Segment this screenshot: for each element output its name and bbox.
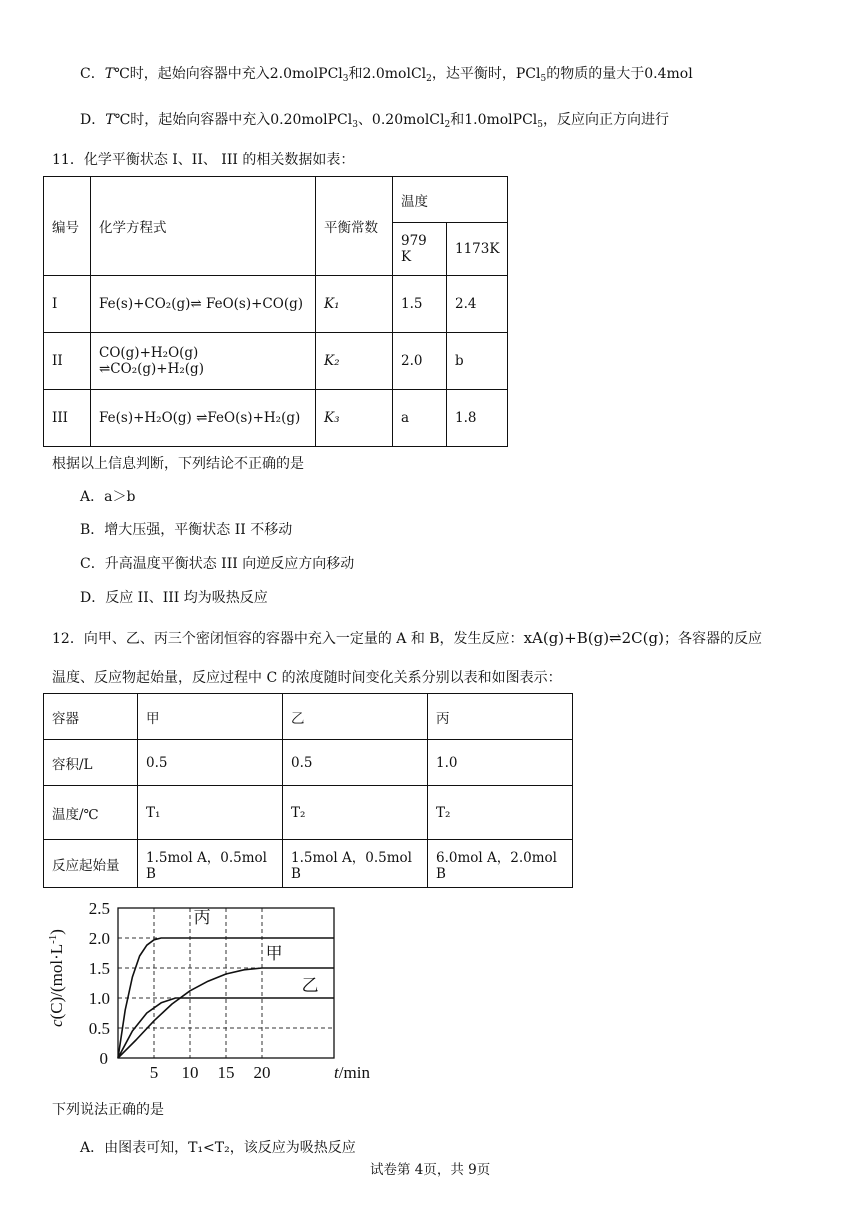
q11-header-k: 平衡常数 xyxy=(316,177,393,276)
cell: 1.0 xyxy=(428,740,573,786)
cell: III xyxy=(44,390,91,447)
q11-header-t1: 979 K xyxy=(393,223,447,276)
series-label: 甲 xyxy=(265,944,283,963)
q11-table xyxy=(43,176,508,447)
series-label: 乙 xyxy=(301,975,319,995)
q12-table xyxy=(43,693,573,888)
cell: 乙 xyxy=(283,694,428,740)
cell: 温度/℃ xyxy=(44,786,138,840)
series-label: 丙 xyxy=(193,908,211,927)
reaction-equation: xA(g)+B(g)⇌2C(g) xyxy=(523,629,664,647)
x-tick-label: 15 xyxy=(217,1063,235,1082)
cell: Fe(s)+CO₂(g)⇌ FeO(s)+CO(g) xyxy=(91,276,316,333)
cell: 1.5mol A，0.5mol B xyxy=(283,840,428,888)
table-row xyxy=(44,840,573,888)
cell: 甲 xyxy=(138,694,283,740)
cell: 容器 xyxy=(44,694,138,740)
q11-option-a: A．a＞b xyxy=(80,489,136,505)
q12-stem: 下列说法正确的是 xyxy=(52,1102,164,1118)
y-tick-label: 2.0 xyxy=(88,929,110,948)
cell: K₃ xyxy=(316,390,393,447)
q11-option-c: C．升高温度平衡状态 III 向逆反应方向移动 xyxy=(80,556,355,572)
cell: 1.8 xyxy=(447,390,508,447)
y-tick-label: 1.5 xyxy=(88,959,110,978)
cell: T₂ xyxy=(428,786,573,840)
cell: b xyxy=(447,333,508,390)
q11-option-b: B．增大压强，平衡状态 II 不移动 xyxy=(80,522,293,538)
cell: 容积/L xyxy=(44,740,138,786)
cell: T₁ xyxy=(138,786,283,840)
cell: 0.5 xyxy=(138,740,283,786)
q11-header-eq: 化学方程式 xyxy=(91,177,316,276)
q11-header-t2: 1173K xyxy=(447,223,508,276)
cell: 1.5mol A，0.5mol B xyxy=(138,840,283,888)
y-tick-label: 2.5 xyxy=(88,899,110,918)
y-tick-label: 0 xyxy=(99,1049,108,1068)
page-footer: 试卷第 4页，共 9页 xyxy=(370,1162,491,1178)
q11-option-d: D．反应 II、III 均为吸热反应 xyxy=(80,590,268,606)
cell: 2.0 xyxy=(393,333,447,390)
y-tick-label: 0.5 xyxy=(88,1019,110,1038)
q11-stem: 根据以上信息判断，下列结论不正确的是 xyxy=(52,456,304,472)
cell: 6.0mol A，2.0mol B xyxy=(428,840,573,888)
concentration-time-chart xyxy=(44,895,370,1085)
q12-line2: 温度、反应物起始量，反应过程中 C 的浓度随时间变化关系分别以表和如图表示： xyxy=(52,670,562,686)
cell: 0.5 xyxy=(283,740,428,786)
cell: 2.4 xyxy=(447,276,508,333)
x-tick-label: 20 xyxy=(253,1063,271,1082)
cell: I xyxy=(44,276,91,333)
q10-option-d: D．T℃时，起始向容器中充入0.20molPCl$_3$、0.20molCl$_2$和1.0molPCl$_5$，反应向正方向进行 xyxy=(80,112,670,130)
q12-line1: 12．向甲、乙、丙三个密闭恒容的容器中充入一定量的 A 和 B，发生反应：xA(g)+B(g)⇌2C(g)；各容器的反应 xyxy=(52,629,762,647)
table-row xyxy=(44,390,508,447)
table-row xyxy=(44,694,573,740)
cell: T₂ xyxy=(283,786,428,840)
q10-option-c: C．T℃时，起始向容器中充入2.0molPCl$_3$和2.0molCl$_2$，达平衡时，PCl$_5$的物质的量大于0.4mol xyxy=(80,66,693,84)
q11-header-no: 编号 xyxy=(44,177,91,276)
cell: K₂ xyxy=(316,333,393,390)
cell: K₁ xyxy=(316,276,393,333)
table-row xyxy=(44,740,573,786)
cell: a xyxy=(393,390,447,447)
table-row xyxy=(44,276,508,333)
cell: 1.5 xyxy=(393,276,447,333)
y-tick-label: 1.0 xyxy=(88,989,110,1008)
cell: CO(g)+H₂O(g) ⇌CO₂(g)+H₂(g) xyxy=(91,333,316,390)
table-row xyxy=(44,786,573,840)
x-tick-label: 10 xyxy=(181,1063,199,1082)
cell: Fe(s)+H₂O(g) ⇌FeO(s)+H₂(g) xyxy=(91,390,316,447)
cell: II xyxy=(44,333,91,390)
x-axis-label: t/min xyxy=(334,1063,370,1082)
cell: 丙 xyxy=(428,694,573,740)
cell: 反应起始量 xyxy=(44,840,138,888)
q11-title: 11．化学平衡状态 I、II、 III 的相关数据如表： xyxy=(52,152,355,168)
q12-option-a: A．由图表可知，T₁<T₂，该反应为吸热反应 xyxy=(80,1140,356,1156)
q11-header-temp: 温度 xyxy=(393,177,508,223)
x-tick-label: 5 xyxy=(149,1063,159,1082)
table-row xyxy=(44,333,508,390)
y-axis-label: $c(C)/(mol\cdot L^{-1})$ xyxy=(47,929,66,1027)
